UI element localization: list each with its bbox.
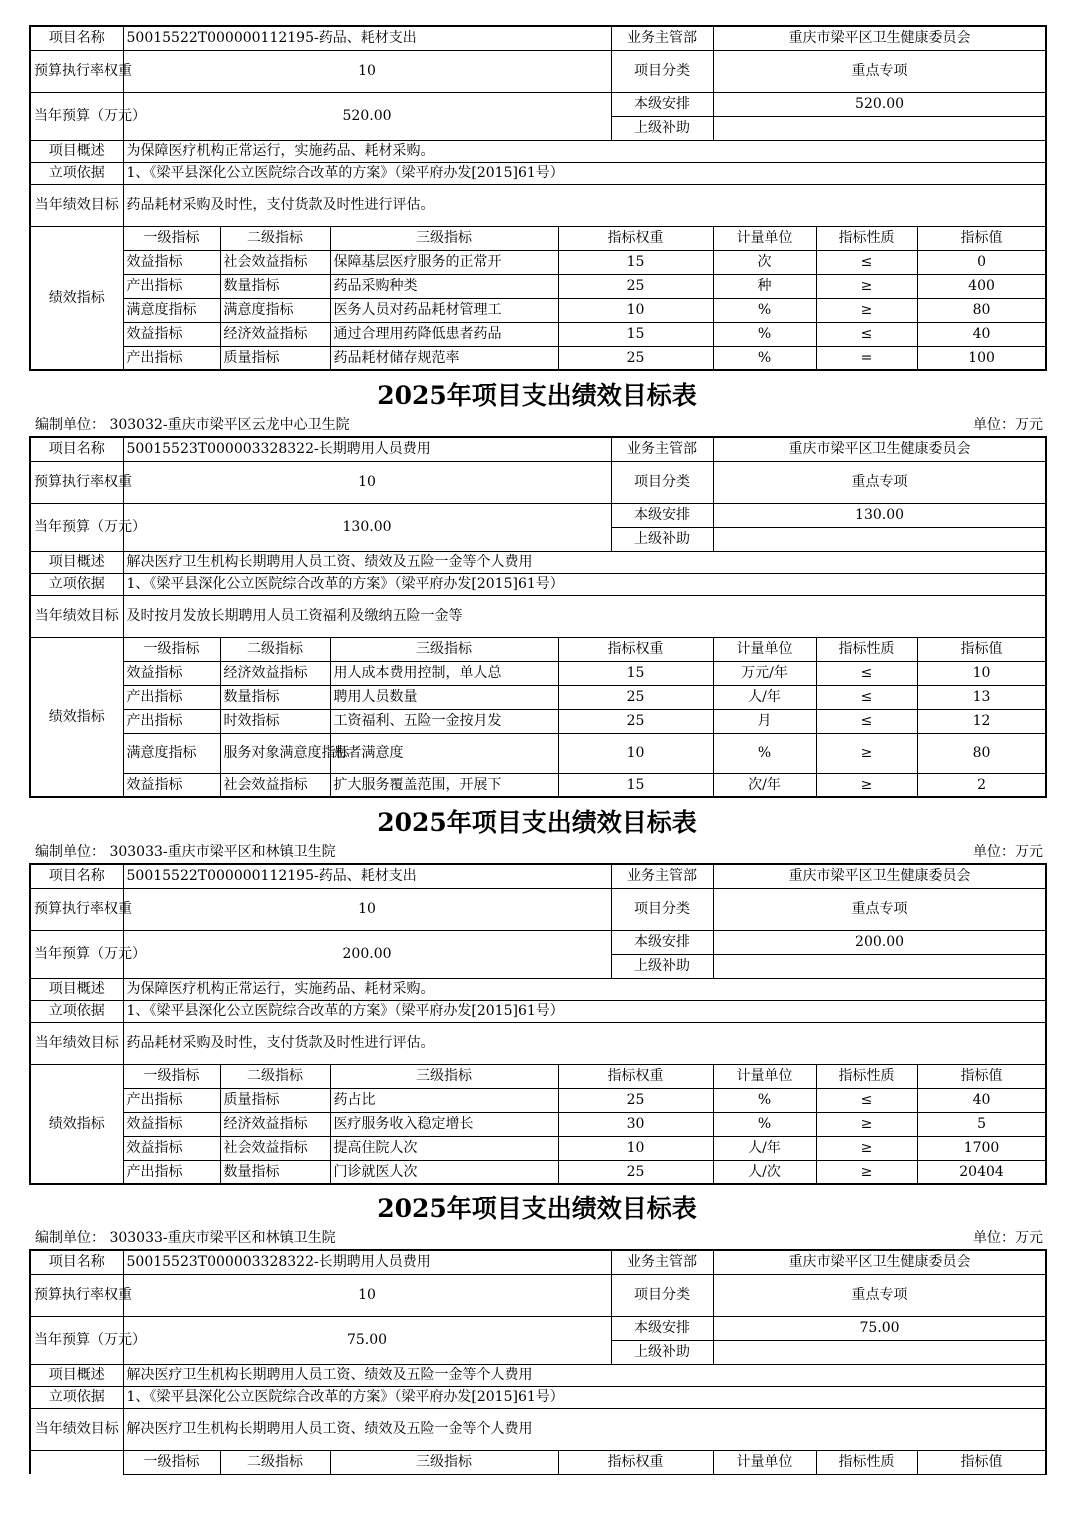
indicator-row [30, 1160, 1046, 1184]
basis-value: 1、《梁平县深化公立医院综合改革的方案》（梁平府办发[2015]61号） [123, 1000, 1046, 1022]
cell-measure: 人/年 [713, 685, 816, 709]
label-indicators: 绩效指标 [30, 1064, 123, 1184]
overview-value: 为保障医疗机构正常运行，实施药品、耗材采购。 [123, 978, 1046, 1000]
doc-title: 2025年项目支出绩效目标表 [377, 1194, 697, 1223]
budget-value: 130.00 [123, 503, 611, 551]
cell-level1: 满意度指标 [123, 733, 220, 773]
doc-title: 2025年项目支出绩效目标表 [377, 381, 697, 410]
cell-value: 13 [917, 685, 1046, 709]
local-value: 520.00 [713, 92, 1046, 116]
col-header: 一级指标 [123, 1450, 220, 1474]
cell-level2: 数量指标 [220, 1160, 330, 1184]
project-name-value: 50015522T000000112195-药品、耗材支出 [123, 864, 611, 888]
cell-level1: 产出指标 [123, 709, 220, 733]
cell-level3: 药占比 [330, 1088, 558, 1112]
local-value: 200.00 [713, 930, 1046, 954]
unit-prefix: 编制单位： [35, 417, 105, 433]
cell-level2: 服务对象满意度指标 [220, 733, 330, 773]
label-project-name: 项目名称 [30, 437, 123, 461]
cell-measure: 月 [713, 709, 816, 733]
col-header: 计量单位 [713, 226, 816, 250]
indicator-row [30, 250, 1046, 274]
label-budget: 当年预算（万元） [30, 930, 123, 978]
indicator-row [30, 709, 1046, 733]
cell-value: 80 [917, 733, 1046, 773]
cell-value: 5 [917, 1112, 1046, 1136]
col-header: 二级指标 [220, 226, 330, 250]
cell-value: 1700 [917, 1136, 1046, 1160]
cell-weight: 25 [558, 1088, 713, 1112]
col-header: 二级指标 [220, 637, 330, 661]
label-budget: 当年预算（万元） [30, 92, 123, 140]
cell-nature: ≤ [816, 322, 917, 346]
cell-nature: = [816, 346, 917, 370]
cell-nature: ≤ [816, 1088, 917, 1112]
overview-value: 解决医疗卫生机构长期聘用人员工资、绩效及五险一金等个人费用 [123, 551, 1046, 573]
cell-level1: 效益指标 [123, 661, 220, 685]
col-header: 一级指标 [123, 1064, 220, 1088]
label-basis: 立项依据 [30, 162, 123, 184]
cell-measure: 次/年 [713, 773, 816, 797]
cell-measure: % [713, 733, 816, 773]
overview-value: 解决医疗卫生机构长期聘用人员工资、绩效及五险一金等个人费用 [123, 1364, 1046, 1386]
label-upper: 上级补助 [611, 527, 713, 551]
basis-value: 1、《梁平县深化公立医院综合改革的方案》（梁平府办发[2015]61号） [123, 573, 1046, 595]
col-header: 指标权重 [558, 1064, 713, 1088]
upper-value [713, 1340, 1046, 1364]
cell-value: 40 [917, 1088, 1046, 1112]
department-value: 重庆市梁平区卫生健康委员会 [713, 1250, 1046, 1274]
unit-row [35, 1229, 1043, 1247]
label-basis: 立项依据 [30, 573, 123, 595]
cell-nature: ≥ [816, 298, 917, 322]
unit-prefix: 编制单位： [35, 844, 105, 860]
col-header: 三级指标 [330, 226, 558, 250]
label-category: 项目分类 [611, 888, 713, 930]
cell-weight: 25 [558, 685, 713, 709]
cell-measure: 人/年 [713, 1136, 816, 1160]
cell-measure: % [713, 1088, 816, 1112]
label-indicators: 绩效指标 [30, 226, 123, 370]
col-header: 三级指标 [330, 637, 558, 661]
label-local: 本级安排 [611, 503, 713, 527]
col-header: 指标性质 [816, 1450, 917, 1474]
cell-level1: 满意度指标 [123, 298, 220, 322]
cell-level1: 产出指标 [123, 1088, 220, 1112]
goal-value: 及时按月发放长期聘用人员工资福利及缴纳五险一金等 [123, 595, 1046, 637]
cell-level1: 产出指标 [123, 1160, 220, 1184]
cell-weight: 10 [558, 298, 713, 322]
department-value: 重庆市梁平区卫生健康委员会 [713, 26, 1046, 50]
indicators-cell [30, 1450, 123, 1474]
indicator-row [30, 661, 1046, 685]
indicator-row [30, 298, 1046, 322]
cell-value: 0 [917, 250, 1046, 274]
unit-value: 303033-重庆市梁平区和林镇卫生院 [109, 1230, 336, 1246]
label-category: 项目分类 [611, 1274, 713, 1316]
cell-weight: 15 [558, 250, 713, 274]
col-header: 指标值 [917, 1450, 1046, 1474]
cell-level2: 时效指标 [220, 709, 330, 733]
local-value: 75.00 [713, 1316, 1046, 1340]
cell-weight: 25 [558, 346, 713, 370]
label-project-name: 项目名称 [30, 1250, 123, 1274]
cell-weight: 10 [558, 1136, 713, 1160]
cell-measure: % [713, 322, 816, 346]
cell-level3: 医务人员对药品耗材管理工 [330, 298, 558, 322]
label-upper: 上级补助 [611, 1340, 713, 1364]
cell-measure: 种 [713, 274, 816, 298]
goal-value: 药品耗材采购及时性，支付货款及时性进行评估。 [123, 184, 1046, 226]
local-value: 130.00 [713, 503, 1046, 527]
cell-weight: 10 [558, 733, 713, 773]
cell-level2: 质量指标 [220, 346, 330, 370]
col-header: 计量单位 [713, 1450, 816, 1474]
cell-weight: 15 [558, 661, 713, 685]
label-department: 业务主管部 [611, 864, 713, 888]
budget-value: 520.00 [123, 92, 611, 140]
col-header: 一级指标 [123, 226, 220, 250]
cell-nature: ≥ [816, 1160, 917, 1184]
cell-nature: ≤ [816, 250, 917, 274]
cell-weight: 25 [558, 1160, 713, 1184]
performance-table-1 [29, 436, 1045, 798]
cell-level1: 效益指标 [123, 322, 220, 346]
col-header: 指标值 [917, 1064, 1046, 1088]
cell-nature: ≤ [816, 685, 917, 709]
unit-label: 单位：万元 [973, 1230, 1043, 1246]
cell-value: 40 [917, 322, 1046, 346]
col-header: 计量单位 [713, 637, 816, 661]
cell-value: 12 [917, 709, 1046, 733]
department-value: 重庆市梁平区卫生健康委员会 [713, 437, 1046, 461]
cell-level3: 药品耗材储存规范率 [330, 346, 558, 370]
col-header: 指标值 [917, 226, 1046, 250]
label-goal: 当年绩效目标 [30, 184, 123, 226]
col-header: 指标性质 [816, 226, 917, 250]
cell-level3: 医疗服务收入稳定增长 [330, 1112, 558, 1136]
exec-weight-value: 10 [123, 888, 611, 930]
label-department: 业务主管部 [611, 437, 713, 461]
label-overview: 项目概述 [30, 551, 123, 573]
cell-measure: 人/次 [713, 1160, 816, 1184]
cell-weight: 15 [558, 322, 713, 346]
cell-nature: ≥ [816, 733, 917, 773]
overview-value: 为保障医疗机构正常运行，实施药品、耗材采购。 [123, 140, 1046, 162]
cell-nature: ≥ [816, 773, 917, 797]
cell-nature: ≥ [816, 1112, 917, 1136]
unit-value: 303033-重庆市梁平区和林镇卫生院 [109, 844, 336, 860]
cell-level1: 效益指标 [123, 773, 220, 797]
project-name-value: 50015522T000000112195-药品、耗材支出 [123, 26, 611, 50]
cell-level1: 产出指标 [123, 346, 220, 370]
cell-level2: 经济效益指标 [220, 661, 330, 685]
project-name-value: 50015523T000003328322-长期聘用人员费用 [123, 437, 611, 461]
label-local: 本级安排 [611, 1316, 713, 1340]
category-value: 重点专项 [713, 1274, 1046, 1316]
col-header: 指标性质 [816, 637, 917, 661]
cell-level1: 效益指标 [123, 250, 220, 274]
cell-level3: 聘用人员数量 [330, 685, 558, 709]
label-category: 项目分类 [611, 50, 713, 92]
cell-measure: % [713, 298, 816, 322]
col-header: 二级指标 [220, 1064, 330, 1088]
basis-value: 1、《梁平县深化公立医院综合改革的方案》（梁平府办发[2015]61号） [123, 1386, 1046, 1408]
cell-level3: 工资福利、五险一金按月发 [330, 709, 558, 733]
label-indicators: 绩效指标 [30, 637, 123, 797]
indicator-row [30, 1136, 1046, 1160]
cell-value: 80 [917, 298, 1046, 322]
unit-row [35, 416, 1043, 434]
label-exec-weight: 预算执行率权重 [30, 50, 123, 92]
cell-weight: 25 [558, 709, 713, 733]
cell-measure: % [713, 346, 816, 370]
cell-weight: 25 [558, 274, 713, 298]
cell-level3: 扩大服务覆盖范围，开展下 [330, 773, 558, 797]
cell-level2: 社会效益指标 [220, 773, 330, 797]
unit-prefix: 编制单位： [35, 1230, 105, 1246]
unit-label: 单位：万元 [973, 417, 1043, 433]
cell-level1: 效益指标 [123, 1112, 220, 1136]
cell-value: 2 [917, 773, 1046, 797]
category-value: 重点专项 [713, 461, 1046, 503]
col-header: 指标值 [917, 637, 1046, 661]
cell-nature: ≥ [816, 1136, 917, 1160]
cell-level3: 门诊就医人次 [330, 1160, 558, 1184]
label-upper: 上级补助 [611, 116, 713, 140]
cell-nature: ≥ [816, 274, 917, 298]
col-header: 指标性质 [816, 1064, 917, 1088]
cell-value: 20404 [917, 1160, 1046, 1184]
indicator-row [30, 274, 1046, 298]
upper-value [713, 116, 1046, 140]
col-header: 计量单位 [713, 1064, 816, 1088]
label-overview: 项目概述 [30, 978, 123, 1000]
category-value: 重点专项 [713, 50, 1046, 92]
cell-level3: 患者满意度 [330, 733, 558, 773]
cell-level3: 用人成本费用控制，单人总 [330, 661, 558, 685]
label-department: 业务主管部 [611, 1250, 713, 1274]
cell-weight: 30 [558, 1112, 713, 1136]
col-header: 一级指标 [123, 637, 220, 661]
cell-measure: 次 [713, 250, 816, 274]
project-name-value: 50015523T000003328322-长期聘用人员费用 [123, 1250, 611, 1274]
unit-label: 单位：万元 [973, 844, 1043, 860]
label-goal: 当年绩效目标 [30, 1408, 123, 1450]
label-exec-weight: 预算执行率权重 [30, 1274, 123, 1316]
goal-value: 解决医疗卫生机构长期聘用人员工资、绩效及五险一金等个人费用 [123, 1408, 1046, 1450]
label-budget: 当年预算（万元） [30, 503, 123, 551]
label-overview: 项目概述 [30, 140, 123, 162]
label-project-name: 项目名称 [30, 864, 123, 888]
col-header: 指标权重 [558, 226, 713, 250]
label-basis: 立项依据 [30, 1386, 123, 1408]
indicator-row [30, 1088, 1046, 1112]
unit-row [35, 843, 1043, 861]
cell-nature: ≤ [816, 709, 917, 733]
doc-title: 2025年项目支出绩效目标表 [377, 808, 697, 837]
cell-level3: 提高住院人次 [330, 1136, 558, 1160]
cell-level3: 通过合理用药降低患者药品 [330, 322, 558, 346]
cell-level3: 药品采购种类 [330, 274, 558, 298]
label-exec-weight: 预算执行率权重 [30, 888, 123, 930]
label-category: 项目分类 [611, 461, 713, 503]
cell-level2: 质量指标 [220, 1088, 330, 1112]
exec-weight-value: 10 [123, 461, 611, 503]
col-header: 指标权重 [558, 637, 713, 661]
cell-nature: ≤ [816, 661, 917, 685]
department-value: 重庆市梁平区卫生健康委员会 [713, 864, 1046, 888]
indicator-row [30, 322, 1046, 346]
label-project-name: 项目名称 [30, 26, 123, 50]
indicator-row [30, 685, 1046, 709]
cell-value: 400 [917, 274, 1046, 298]
exec-weight-value: 10 [123, 1274, 611, 1316]
cell-value: 10 [917, 661, 1046, 685]
indicator-row [30, 1112, 1046, 1136]
budget-value: 200.00 [123, 930, 611, 978]
budget-value: 75.00 [123, 1316, 611, 1364]
cell-level2: 社会效益指标 [220, 1136, 330, 1160]
upper-value [713, 527, 1046, 551]
label-local: 本级安排 [611, 92, 713, 116]
label-local: 本级安排 [611, 930, 713, 954]
cell-level2: 满意度指标 [220, 298, 330, 322]
cell-value: 100 [917, 346, 1046, 370]
label-goal: 当年绩效目标 [30, 1022, 123, 1064]
indicator-row [30, 773, 1046, 797]
upper-value [713, 954, 1046, 978]
label-basis: 立项依据 [30, 1000, 123, 1022]
goal-value: 药品耗材采购及时性，支付货款及时性进行评估。 [123, 1022, 1046, 1064]
cell-measure: 万元/年 [713, 661, 816, 685]
cell-level2: 数量指标 [220, 685, 330, 709]
indicator-row [30, 346, 1046, 370]
cell-level3: 保障基层医疗服务的正常开 [330, 250, 558, 274]
cell-level1: 效益指标 [123, 1136, 220, 1160]
indicator-row [30, 733, 1046, 773]
performance-table-3 [29, 1249, 1045, 1475]
label-exec-weight: 预算执行率权重 [30, 461, 123, 503]
unit-value: 303032-重庆市梁平区云龙中心卫生院 [109, 417, 350, 433]
cell-level2: 社会效益指标 [220, 250, 330, 274]
col-header: 三级指标 [330, 1064, 558, 1088]
label-overview: 项目概述 [30, 1364, 123, 1386]
cell-measure: % [713, 1112, 816, 1136]
cell-level2: 经济效益指标 [220, 1112, 330, 1136]
performance-table-2 [29, 863, 1045, 1185]
label-upper: 上级补助 [611, 954, 713, 978]
label-budget: 当年预算（万元） [30, 1316, 123, 1364]
cell-level2: 经济效益指标 [220, 322, 330, 346]
category-value: 重点专项 [713, 888, 1046, 930]
basis-value: 1、《梁平县深化公立医院综合改革的方案》（梁平府办发[2015]61号） [123, 162, 1046, 184]
cell-level1: 产出指标 [123, 685, 220, 709]
cell-weight: 15 [558, 773, 713, 797]
col-header: 指标权重 [558, 1450, 713, 1474]
col-header: 三级指标 [330, 1450, 558, 1474]
cell-level1: 产出指标 [123, 274, 220, 298]
label-goal: 当年绩效目标 [30, 595, 123, 637]
performance-table-0 [29, 25, 1045, 371]
exec-weight-value: 10 [123, 50, 611, 92]
label-department: 业务主管部 [611, 26, 713, 50]
cell-level2: 数量指标 [220, 274, 330, 298]
col-header: 二级指标 [220, 1450, 330, 1474]
